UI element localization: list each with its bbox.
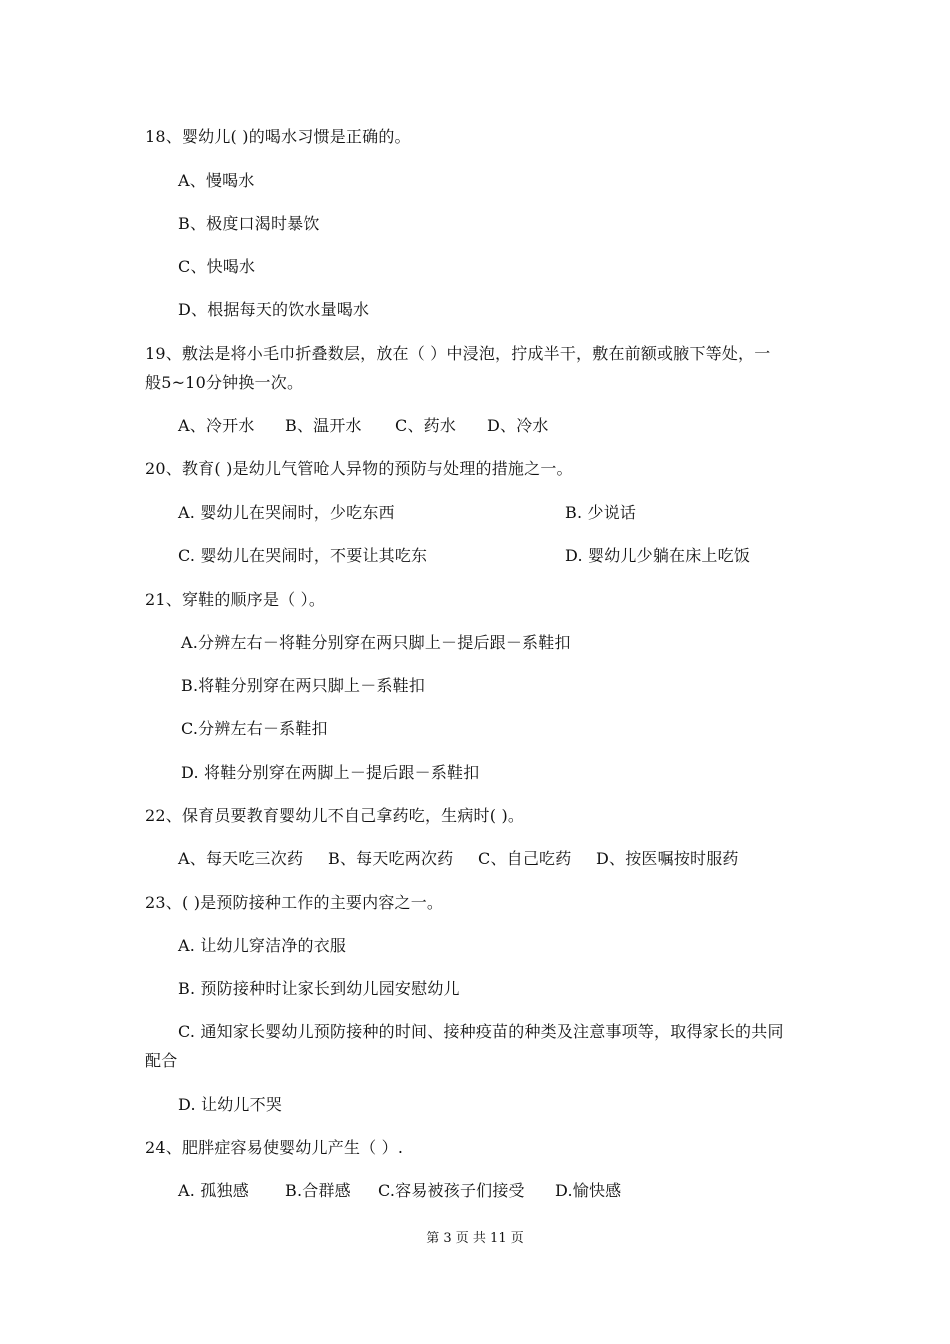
question-18-option-a: A、慢喝水 xyxy=(178,171,255,190)
question-20-option-a: A. 婴幼儿在哭闹时，少吃东西 xyxy=(178,503,395,522)
question-23-option-a: A. 让幼儿穿洁净的衣服 xyxy=(178,936,347,955)
question-23-option-b: B. 预防接种时让家长到幼儿园安慰幼儿 xyxy=(178,979,460,998)
question-23-option-c: C. 通知家长婴幼儿预防接种的时间、接种疫苗的种类及注意事项等，取得家长的共同 xyxy=(178,1022,784,1041)
question-21-option-d: D. 将鞋分别穿在两脚上－提后跟－系鞋扣 xyxy=(181,763,480,782)
page-footer xyxy=(0,1227,950,1246)
question-20-option-c: C. 婴幼儿在哭闹时，不要让其吃东 xyxy=(178,546,428,565)
question-18-option-d: D、根据每天的饮水量喝水 xyxy=(178,300,370,319)
question-18-option-b: B、极度口渴时暴饮 xyxy=(178,214,320,233)
question-24-option-d: D.愉快感 xyxy=(555,1181,622,1200)
question-23-option-c-continuation: 配合 xyxy=(145,1051,178,1070)
question-19-option-a: A、冷开水 xyxy=(178,416,255,435)
question-18-stem: 18、婴幼儿( )的喝水习惯是正确的。 xyxy=(145,127,411,146)
question-20-stem: 20、教育( )是幼儿气管呛人异物的预防与处理的措施之一。 xyxy=(145,459,573,478)
question-18-option-c: C、快喝水 xyxy=(178,257,256,276)
question-22-option-b: B、每天吃两次药 xyxy=(328,849,454,868)
question-19-stem-line2: 般5~10分钟换一次。 xyxy=(145,373,304,392)
question-22-stem: 22、保育员要教育婴幼儿不自己拿药吃，生病时( )。 xyxy=(145,806,525,825)
question-24-option-a: A. 孤独感 xyxy=(178,1181,249,1200)
question-23-option-d: D. 让幼儿不哭 xyxy=(178,1095,283,1114)
question-23-stem: 23、( )是预防接种工作的主要内容之一。 xyxy=(145,893,444,912)
question-19-stem-line1: 19、敷法是将小毛巾折叠数层，放在（ ）中浸泡，拧成半干，敷在前额或腋下等处，一 xyxy=(145,344,771,363)
question-21-option-c: C.分辨左右－系鞋扣 xyxy=(181,719,328,738)
question-24-option-c: C.容易被孩子们接受 xyxy=(378,1181,525,1200)
question-19-option-c: C、药水 xyxy=(395,416,457,435)
question-24-option-b: B.合群感 xyxy=(285,1181,351,1200)
question-24-stem: 24、肥胖症容易使婴幼儿产生（ ）. xyxy=(145,1138,404,1157)
question-22-option-c: C、自己吃药 xyxy=(478,849,572,868)
question-21-option-a: A.分辨左右－将鞋分别穿在两只脚上－提后跟－系鞋扣 xyxy=(181,633,571,652)
question-22-option-d: D、按医嘱按时服药 xyxy=(596,849,739,868)
question-19-option-d: D、冷水 xyxy=(487,416,549,435)
page-number-label: 第 3 页 共 11 页 xyxy=(426,1231,524,1246)
question-22-option-a: A、每天吃三次药 xyxy=(178,849,304,868)
question-21-stem: 21、穿鞋的顺序是（ ）。 xyxy=(145,590,326,609)
question-20-option-d: D. 婴幼儿少躺在床上吃饭 xyxy=(565,546,751,565)
question-20-option-b: B. 少说话 xyxy=(565,503,637,522)
question-21-option-b: B.将鞋分别穿在两只脚上－系鞋扣 xyxy=(181,676,426,695)
question-19-option-b: B、温开水 xyxy=(285,416,362,435)
